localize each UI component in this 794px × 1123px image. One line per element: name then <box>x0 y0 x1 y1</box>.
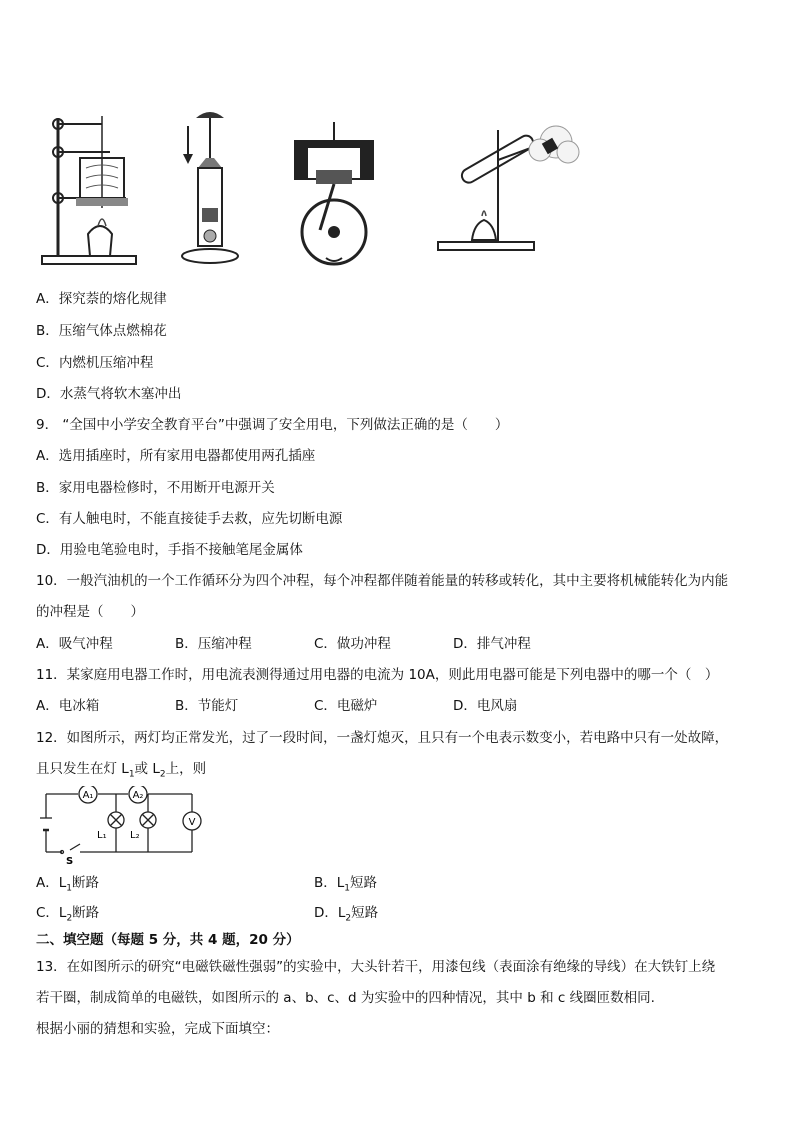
q12-option-b: B．$L_1$短路 <box>314 875 378 894</box>
q10-option-c: C．做功冲程 <box>314 636 391 652</box>
figure-compression-cylinder <box>180 108 242 268</box>
q11-option-a: A．电冰箱 <box>36 698 100 714</box>
q12-stem-line2: 且只发生在灯 $L_1$或 $L_2$上，则 <box>36 761 207 780</box>
section-2-title: 二、填空题（每题 5 分，共 4 题，20 分） <box>36 932 300 948</box>
q8-option-a: A．探究萘的熔化规律 <box>36 291 167 307</box>
q10-option-b: B．压缩冲程 <box>175 636 252 652</box>
q8-option-d: D．水蒸气将软木塞冲出 <box>36 386 182 402</box>
q12-option-a: A．$L_1$断路 <box>36 875 99 894</box>
q12-option-c: C．$L_2$断路 <box>36 905 100 924</box>
q13-line3: 根据小丽的猜想和实验，完成下面填空： <box>36 1021 279 1037</box>
q11-option-c: C．电磁炉 <box>314 698 378 714</box>
q10-stem-line1: 10．一般汽油机的一个工作循环分为四个冲程，每个冲程都伴随着能量的转移或转化，其中主要将机械能转化为内能 <box>36 573 729 589</box>
q11-option-b: B．节能灯 <box>175 698 239 714</box>
q10-option-a: A．吸气冲程 <box>36 636 113 652</box>
q11-option-d: D．电风扇 <box>453 698 518 714</box>
q10-option-d: D．排气冲程 <box>453 636 531 652</box>
figure-melting-apparatus <box>40 108 140 268</box>
q11-stem: 11．某家庭用电器工作时，用电流表测得通过用电器的电流为 10A，则此用电器可能是下列电器中的哪一个（ ） <box>36 667 719 683</box>
q12-stem-line1: 12．如图所示，两灯均正常发光，过了一段时间，一盏灯熄灭，且只有一个电表示数变小，若电路中只有一处故障， <box>36 730 729 746</box>
q8-option-b: B．压缩气体点燃棉花 <box>36 323 167 339</box>
figure-steam-cork <box>436 120 586 255</box>
q10-stem-line2: 的冲程是（ ） <box>36 604 144 620</box>
switch-label: S <box>66 856 74 866</box>
q9-option-d: D．用验电笔验电时，手指不接触笔尾金属体 <box>36 542 303 558</box>
figure-engine-compression-stroke <box>286 118 382 268</box>
voltmeter-label: V <box>188 817 196 828</box>
q9-option-b: B．家用电器检修时，不用断开电源开关 <box>36 480 275 496</box>
lamp-l2-label: L₂ <box>130 830 140 841</box>
q13-line2: 若干圈，制成简单的电磁铁，如图所示的 a、b、c、d 为实验中的四种情况，其中 b 和 c 线圈匝数相同. <box>36 990 655 1006</box>
q9-option-a: A．选用插座时，所有家用电器都使用两孔插座 <box>36 448 316 464</box>
ammeter-a1-label: A₁ <box>82 790 94 801</box>
lamp-l1-label: L₁ <box>97 830 107 841</box>
circuit-diagram <box>40 786 210 866</box>
q13-line1: 13．在如图所示的研究“电磁铁磁性强弱”的实验中，大头针若干，用漆包线（表面涂有绝缘的导线）在大铁钉上绕 <box>36 959 716 975</box>
q9-stem: 9． “全国中小学安全教育平台”中强调了安全用电，下列做法正确的是（ ） <box>36 417 509 433</box>
q12-option-d: D．$L_2$短路 <box>314 905 379 924</box>
q8-option-c: C．内燃机压缩冲程 <box>36 355 154 371</box>
ammeter-a2-label: A₂ <box>132 790 144 801</box>
q9-option-c: C．有人触电时，不能直接徒手去救，应先切断电源 <box>36 511 343 527</box>
